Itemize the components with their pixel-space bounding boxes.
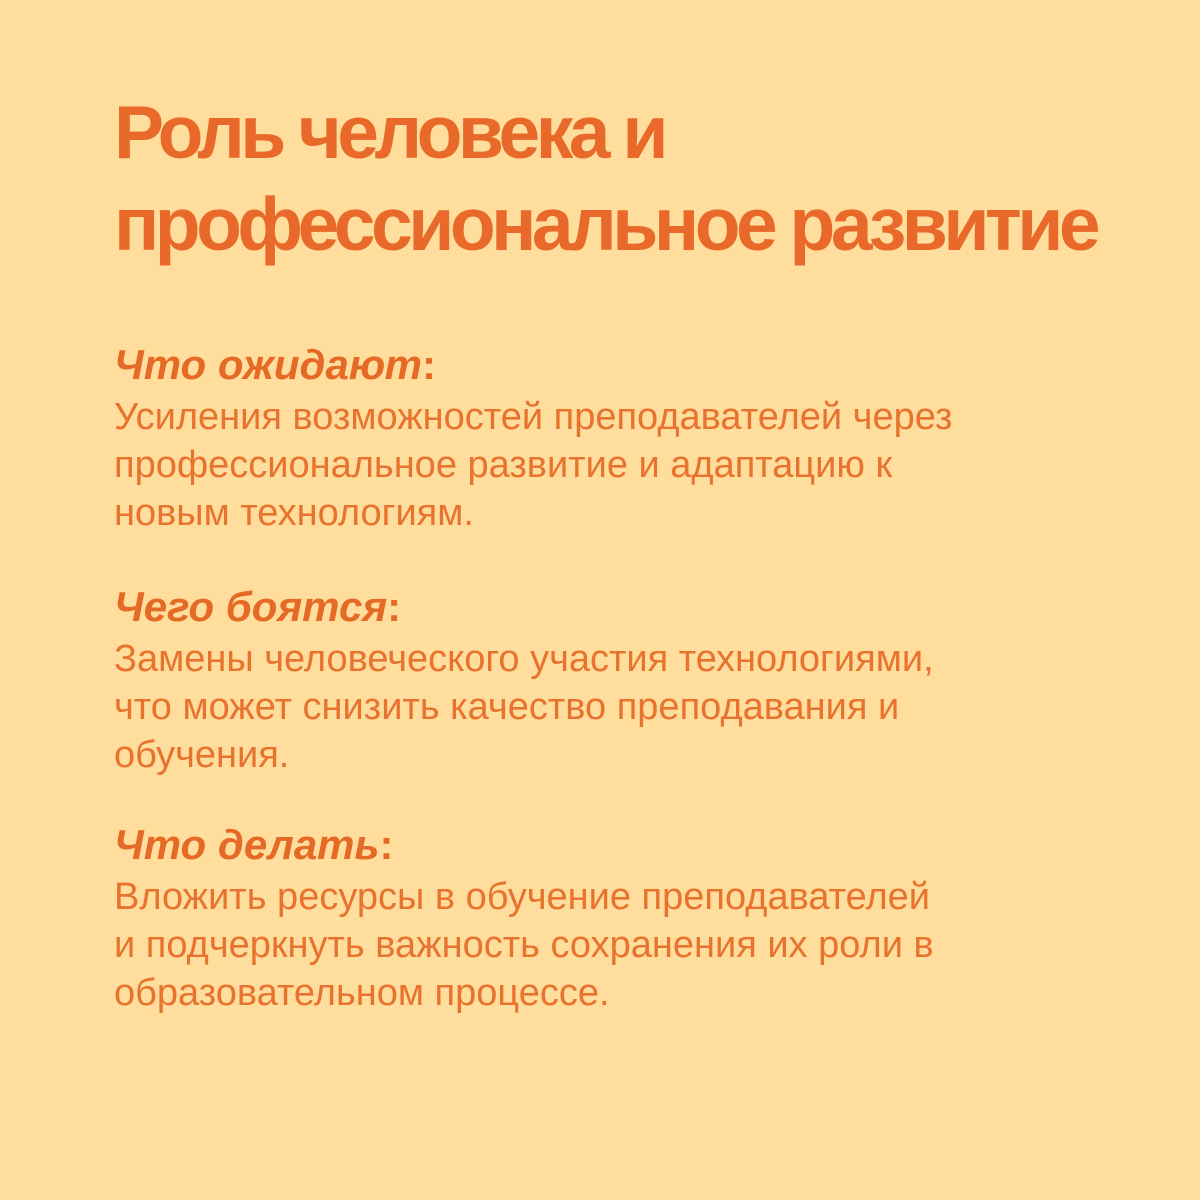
section-heading [114,579,1114,635]
section-heading-colon: : [421,341,436,388]
section-heading-colon: : [387,583,402,630]
page-title [114,86,1154,270]
section-heading-colon: : [379,821,394,868]
title-line-2: профессиональное развитие [114,182,1097,266]
section-heading [114,817,1114,873]
section-heading-label: Что делать [114,821,380,868]
section-fears [114,579,1114,779]
section-body-line: профессиональное развитие и адаптацию к [114,444,893,486]
section-body-line: Вложить ресурсы в обучение преподавателей [114,876,931,918]
section-body-line: Усиления возможностей преподавателей через [114,396,953,438]
section-body-line: что может снизить качество преподавания и [114,686,900,728]
section-heading-label: Чего боятся [114,583,388,630]
section-body [114,393,1114,537]
section-body-line: Замены человеческого участия технологиями, [114,638,934,680]
title-line-1: Роль человека и [114,90,664,174]
section-heading-label: Что ожидают [114,341,422,388]
section-expectations [114,337,1114,537]
section-body [114,635,1114,779]
section-actions [114,817,1114,1017]
section-body-line: обучения. [114,734,290,776]
section-body-line: образовательном процессе. [114,972,610,1014]
section-body-line: и подчеркнуть важность сохранения их роли в [114,924,934,966]
section-body-line: новым технологиям. [114,492,474,534]
section-heading [114,337,1114,393]
section-body [114,873,1114,1017]
